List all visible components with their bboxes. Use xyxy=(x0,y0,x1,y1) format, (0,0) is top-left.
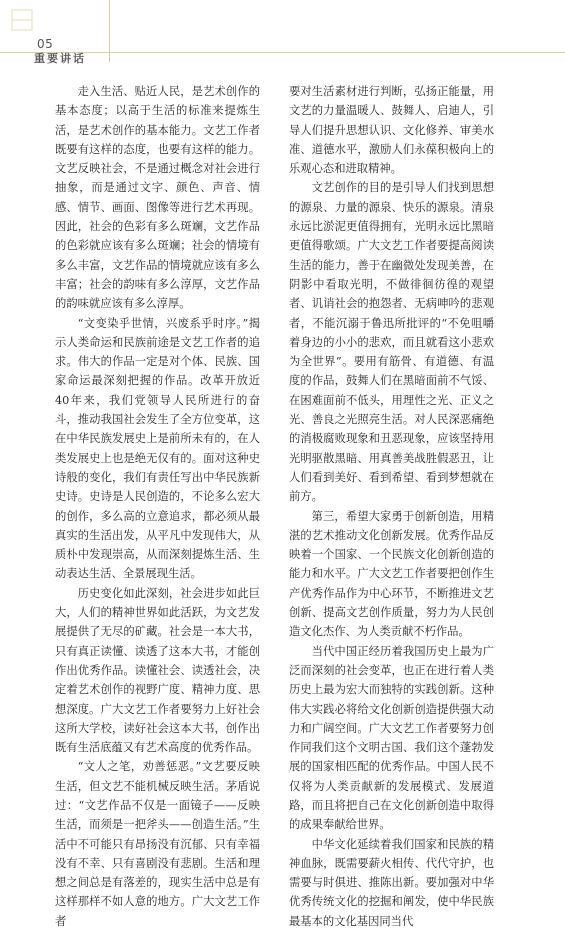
left-column xyxy=(55,82,260,931)
paragraph: 要对生活素材进行判断，弘扬正能量，用文艺的力量温暖人、鼓舞人、启迪人，引导人们提升思想认识、文化修养、审美水准、道德水平，激励人们永葆积极向上的乐观心态和进取精神。 xyxy=(289,85,494,176)
paragraph: 中华文化延续着我们国家和民族的精神血脉，既需要薪火相传、代代守护，也需要与时俱进、推陈出新。要加强对中华优秀传统文化的挖掘和阐发，使中华民族最基本的文化基因同当代 xyxy=(289,837,494,928)
paragraph: “文人之笔，劝善惩恶。”文艺要反映生活，但文艺不能机械反映生活。茅盾说过：“文艺作品不仅是一面镜子——反映生活，而须是一把斧头——创造生活。”生活中不可能只有昂扬没有沉郁、只有幸福没有不幸、只有喜剧没有悲剧。生活和理想之间总是有落差的，现实生活中总是有这样那样不如人意的地方。广大文艺工作者 xyxy=(55,760,260,928)
corner-ornament-icon xyxy=(10,8,34,32)
section-title: 重要讲话 xyxy=(34,52,86,65)
paragraph: “文变染乎世情，兴废系乎时序。”揭示人类命运和民族前途是文艺工作者的追求。伟大的作品一定是对个体、民族、国家命运最深刻把握的作品。改革开放近40年来，我们党领导人民所进行的奋斗，推动我国社会发生了全方位变革，这在中华民族发展史上是前所未有的，在人类发展史上也是绝无仅有的。面对这种史诗般的变化，我们有责任写出中华民族新史诗。史诗是人民创造的，不论多么宏大的创作，多么高的立意追求，都必须从最真实的生活出发，从平凡中发现伟大，从质朴中发现崇高，从而深刻提炼生活、生动表达生活、全景展现生活。 xyxy=(55,316,260,581)
right-column xyxy=(289,82,494,931)
page-header xyxy=(0,0,565,65)
paragraph: 历史变化如此深刻，社会进步如此巨大，人们的精神世界如此活跃，为文艺发展提供了无尽的矿藏。社会是一本大书，只有真正读懂、读透了这本大书，才能创作出优秀作品。读懂社会、读透社会，决定着艺术创作的视野广度、精神力度、思想深度。广大文艺工作者要努力上好社会这所大学校，读好社会这本大书，创作出既有生活底蕴又有艺术高度的优秀作品。 xyxy=(55,586,260,755)
paragraph: 当代中国正经历着我国历史上最为广泛而深刻的社会变革，也正在进行着人类历史上最为宏大而独特的实践创新。这种伟大实践必将给文化创新创造提供强大动力和广阔空间。广大文艺工作者要努力创作同我们这个文明古国、我们这个蓬勃发展的国家相匹配的优秀作品。中国人民不仅将为人类贡献新的发展模式、发展道路，而且将把自己在文化创新创造中取得的成果奉献给世界。 xyxy=(289,644,494,832)
paragraph: 走入生活、贴近人民，是艺术创作的基本态度；以高于生活的标准来提炼生活，是艺术创作的基本能力。文艺工作者既要有这样的态度，也要有这样的能力。文艺反映社会，不是通过概念对社会进行抽象，而是通过文字、颜色、声音、情感、情节、画面、图像等进行艺术再现。因此，社会的色彩有多么斑斓，文艺作品的色彩就应该有多么斑斓；社会的情境有多么丰富，文艺作品的情境就应该有多么丰富；社会的韵味有多么淳厚，文艺作品的韵味就应该有多么淳厚。 xyxy=(55,85,260,311)
paragraph: 第三，希望大家勇于创新创造，用精湛的艺术推动文化创新发展。优秀作品反映着一个国家、一个民族文化创新创造的能力和水平。广大文艺工作者要把创作生产优秀作品作为中心环节，不断推进文艺创新、提高文艺创作质量，努力为人民创造文化杰作、为人类贡献不朽作品。 xyxy=(289,509,494,639)
paragraph: 文艺创作的目的是引导人们找到思想的源泉、力量的源泉、快乐的源泉。清泉永远比淤泥更值得拥有，光明永远比黑暗更值得歌颂。广大文艺工作者要提高阅读生活的能力，善于在幽微处发现美善，在阴影中看取光明，不做徘徊彷徨的观望者、讥诮社会的抱怨者、无病呻吟的悲观者，不能沉溺于鲁迅所批评的“不免咀嚼着身边的小小的悲欢，而且就看这小悲欢为全世界”。要用有筋骨、有道德、有温度的作品，鼓舞人们在黑暗面前不气馁、在困难面前不低头，用理性之光、正义之光、善良之光照亮生活。对人民深恶痛绝的消极腐败现象和丑恶现象，应该坚持用光明驱散黑暗、用真善美战胜假恶丑，让人们看到美好、看到希望、看到梦想就在前方。 xyxy=(289,181,494,504)
page-number: 05 xyxy=(37,37,54,51)
